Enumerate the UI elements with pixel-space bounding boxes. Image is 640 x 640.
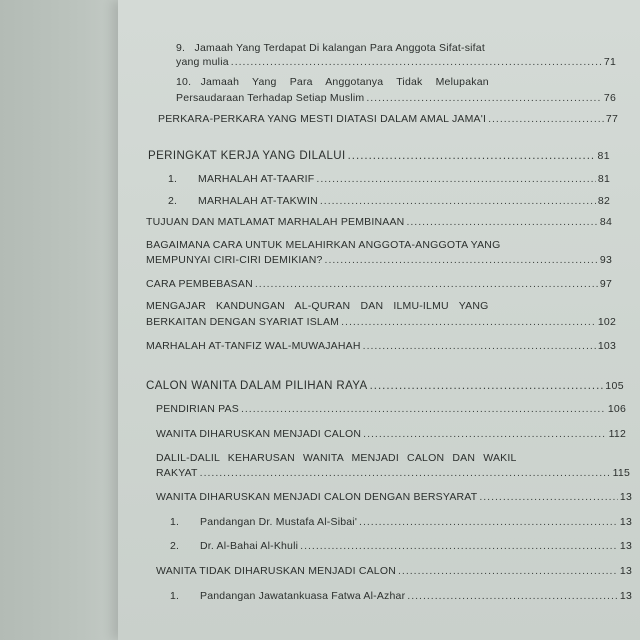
leader-dots <box>300 540 618 552</box>
entry-number: 10. <box>176 76 192 88</box>
book-spine-shadow <box>0 0 118 640</box>
entry-title: BAGAIMANA CARA UNTUK MELAHIRKAN ANGGOTA-ANGGOTA YANG <box>146 239 501 251</box>
toc-entry-mengajar-line2 <box>146 316 616 328</box>
toc-entry-azhar <box>170 590 632 602</box>
page-number: 105 <box>605 380 624 392</box>
entry-title: DALIL-DALIL KEHARUSAN WANITA MENJADI CALON DAN WAKIL <box>156 452 517 464</box>
toc-entry-takwin <box>168 195 610 207</box>
page-number: 13 <box>619 565 632 577</box>
leader-dots <box>320 195 596 207</box>
toc-entry-9-line2 <box>176 56 616 68</box>
page-number: 112 <box>608 428 626 440</box>
page-number: 106 <box>607 403 626 415</box>
page-number: 76 <box>603 92 616 104</box>
entry-title: Pandangan Jawatankuasa Fatwa Al-Azhar <box>200 590 406 602</box>
toc-entry-taarif <box>168 173 610 185</box>
toc-entry-dalil-line1 <box>156 452 517 464</box>
entry-title: TUJUAN DAN MATLAMAT MARHALAH PEMBINAAN <box>146 216 405 228</box>
leader-dots <box>255 278 598 290</box>
toc-entry-bagaimana-line1 <box>146 239 500 251</box>
page-number: 97 <box>599 278 612 290</box>
leader-dots <box>363 428 607 440</box>
entry-title: MARHALAH AT-TANFIZ WAL-MUWAJAHAH <box>146 340 361 352</box>
entry-title-cont: MEMPUNYAI CIRI-CIRI DEMIKIAN? <box>146 254 323 266</box>
page-number: 77 <box>605 113 618 125</box>
entry-number: 1. <box>168 173 178 185</box>
leader-dots <box>341 316 596 328</box>
toc-entry-bagaimana-line2 <box>146 254 612 266</box>
entry-number: 2. <box>168 195 178 207</box>
toc-entry-10-line2 <box>176 92 616 104</box>
page-number: 84 <box>599 216 612 228</box>
leader-dots <box>366 92 602 104</box>
entry-title: PERKARA-PERKARA YANG MESTI DIATASI DALAM AMAL JAMA'I <box>158 113 487 125</box>
entry-title: MARHALAH AT-TAARIF <box>198 173 315 185</box>
entry-number: 2. <box>170 540 180 552</box>
page-number: 13 <box>619 590 632 602</box>
leader-dots <box>359 516 618 528</box>
toc-entry-bersyarat <box>156 491 632 503</box>
page-number: 93 <box>599 254 612 266</box>
leader-dots <box>231 56 602 68</box>
toc-entry-tanfiz <box>146 340 616 352</box>
toc-entry-10-line1 <box>176 76 489 88</box>
leader-dots <box>398 565 618 577</box>
leader-dots <box>325 254 598 266</box>
page-number: 102 <box>597 316 616 328</box>
entry-title: Jamaah Yang Terdapat Di kalangan Para Anggota Sifat-sifat <box>194 42 485 54</box>
entry-title: Jamaah Yang Para Anggotanya Tidak Melupakan <box>200 76 489 88</box>
toc-entry-sibai <box>170 516 632 528</box>
toc-entry-wanita-diharuskan <box>156 428 626 440</box>
page-number: 82 <box>597 195 610 207</box>
leader-dots <box>488 113 604 125</box>
leader-dots <box>200 467 611 479</box>
entry-title: MARHALAH AT-TAKWIN <box>198 195 318 207</box>
entry-title: PENDIRIAN PAS <box>156 403 239 415</box>
entry-title: Dr. Al-Bahai Al-Khuli <box>200 540 299 552</box>
entry-title-cont: RAKYAT <box>156 467 198 479</box>
entry-title: WANITA DIHARUSKAN MENJADI CALON DENGAN BERSYARAT <box>156 491 478 503</box>
entry-title: Pandangan Dr. Mustafa Al-Sibai' <box>200 516 358 528</box>
page-number: 13 <box>619 516 632 528</box>
leader-dots <box>363 340 596 352</box>
leader-dots <box>406 216 597 228</box>
page-number: 71 <box>603 56 616 68</box>
toc-entry-tujuan <box>146 216 612 228</box>
page-number: 81 <box>597 173 610 185</box>
leader-dots <box>370 380 604 392</box>
toc-entry-perkara <box>158 113 618 125</box>
page-number: 13 <box>619 540 632 552</box>
leader-dots <box>241 403 606 415</box>
entry-title-cont: Persaudaraan Terhadap Setiap Muslim <box>176 92 365 104</box>
toc-heading-peringkat <box>148 150 610 162</box>
toc-entry-tidak-diharuskan <box>156 565 632 577</box>
entry-title-cont: BERKAITAN DENGAN SYARIAT ISLAM <box>146 316 340 328</box>
leader-dots <box>348 150 596 162</box>
leader-dots <box>316 173 596 185</box>
entry-number: 1. <box>170 590 180 602</box>
entry-title: WANITA TIDAK DIHARUSKAN MENJADI CALON <box>156 565 396 577</box>
page-number: 13 <box>619 491 632 503</box>
page-number: 81 <box>597 150 610 162</box>
page-number: 103 <box>597 340 616 352</box>
toc-entry-dalil-line2 <box>156 467 630 479</box>
toc-entry-pendirian-pas <box>156 403 626 415</box>
entry-title-cont: yang mulia <box>176 56 229 68</box>
leader-dots <box>479 491 618 503</box>
entry-title: CALON WANITA DALAM PILIHAN RAYA <box>146 380 368 392</box>
toc-entry-9-line1 <box>176 42 485 54</box>
toc-entry-khuli <box>170 540 632 552</box>
entry-title: CARA PEMBEBASAN <box>146 278 253 290</box>
toc-heading-calon-wanita <box>146 380 624 392</box>
entry-title: WANITA DIHARUSKAN MENJADI CALON <box>156 428 362 440</box>
entry-number: 1. <box>170 516 180 528</box>
page-number: 115 <box>612 467 630 479</box>
toc-entry-cara-pembebasan <box>146 278 612 290</box>
entry-title: MENGAJAR KANDUNGAN AL-QURAN DAN ILMU-ILMU YANG <box>146 300 489 312</box>
entry-number: 9. <box>176 42 186 54</box>
toc-entry-mengajar-line1 <box>146 300 489 312</box>
leader-dots <box>407 590 618 602</box>
entry-title: PERINGKAT KERJA YANG DILALUI <box>148 150 346 162</box>
